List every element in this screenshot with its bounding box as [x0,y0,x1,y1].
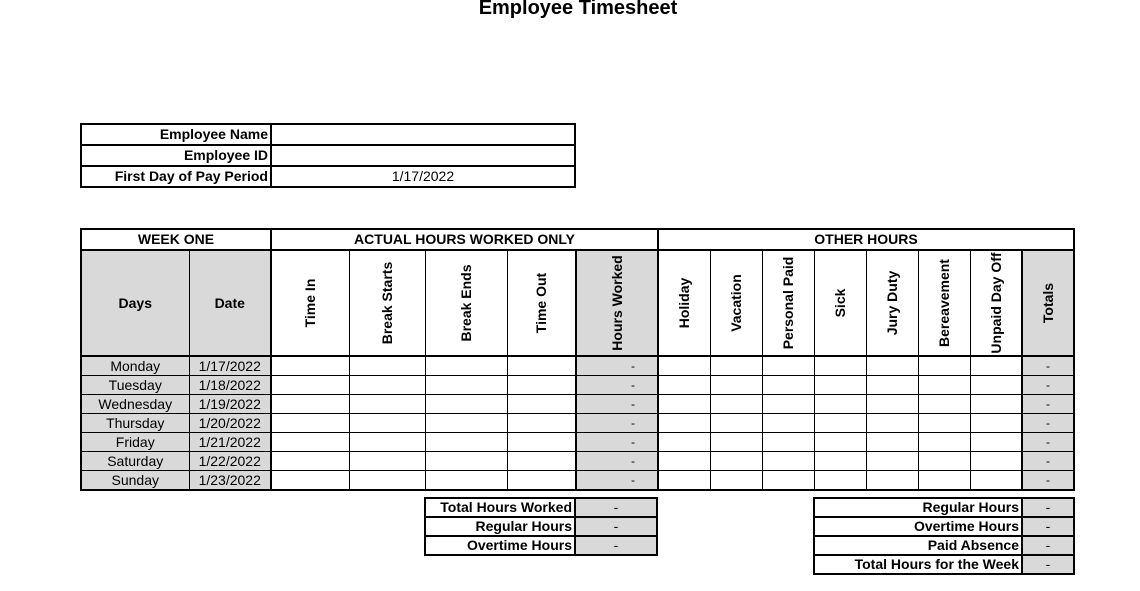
sick-label: Sick [832,288,848,318]
break-starts-cell[interactable] [349,376,425,395]
summary-right-row [814,555,1074,574]
time-in-cell[interactable] [271,356,349,376]
break-starts-cell[interactable] [349,471,425,491]
first-day-row [81,166,575,187]
break-ends-cell[interactable] [425,471,507,491]
day-cell: Monday [81,356,189,376]
employee-name-field[interactable] [271,124,575,145]
day-cell: Tuesday [81,376,189,395]
jury-duty-cell[interactable] [866,356,918,376]
date-cell: 1/18/2022 [189,376,271,395]
break-starts-cell[interactable] [349,356,425,376]
time-out-cell[interactable] [507,395,576,414]
hours-worked-cell: - [576,433,658,452]
days-header: Days [81,250,189,356]
unpaid-day-off-cell[interactable] [970,395,1022,414]
summary-left-row [425,498,657,517]
bereavement-cell[interactable] [918,356,970,376]
time-out-cell[interactable] [507,433,576,452]
other-hours-header: OTHER HOURS [658,229,1074,250]
time-in-cell[interactable] [271,376,349,395]
time-in-cell[interactable] [271,395,349,414]
first-day-field[interactable]: 1/17/2022 [271,166,575,187]
bereavement-cell[interactable] [918,452,970,471]
total-cell: - [1022,471,1074,491]
bereavement-cell[interactable] [918,471,970,491]
summary-left-label: Regular Hours [425,517,575,536]
date-cell: 1/23/2022 [189,471,271,491]
employee-id-row [81,145,575,166]
totals-header [1022,250,1074,356]
jury-duty-cell[interactable] [866,395,918,414]
summary-right-value: - [1022,536,1074,555]
table-row [81,395,1074,414]
totals-label: Totals [1040,282,1056,324]
summary-right-value: - [1022,498,1074,517]
jury-duty-cell[interactable] [866,433,918,452]
time-in-cell[interactable] [271,471,349,491]
break-ends-header [425,250,507,356]
vacation-label: Vacation [728,274,744,332]
table-row [81,356,1074,376]
employee-name-label: Employee Name [81,124,271,145]
time-out-cell[interactable] [507,471,576,491]
summary-right-row [814,498,1074,517]
sick-cell[interactable] [814,356,866,376]
holiday-cell[interactable] [658,414,710,433]
table-row [81,452,1074,471]
break-ends-cell[interactable] [425,433,507,452]
date-cell: 1/22/2022 [189,452,271,471]
vacation-cell[interactable] [710,356,762,376]
time-out-cell[interactable] [507,414,576,433]
holiday-cell[interactable] [658,376,710,395]
personal-paid-header [762,250,814,356]
time-in-header [271,250,349,356]
summary-left-value: - [575,517,657,536]
unpaid-day-off-cell[interactable] [970,452,1022,471]
summary-right-table [813,497,1075,575]
table-row [81,433,1074,452]
jury-duty-cell[interactable] [866,452,918,471]
unpaid-day-off-cell[interactable] [970,471,1022,491]
time-in-label: Time In [302,278,319,328]
hours-worked-cell: - [576,376,658,395]
date-cell: 1/21/2022 [189,433,271,452]
hours-worked-cell: - [576,452,658,471]
break-starts-cell[interactable] [349,433,425,452]
break-starts-label: Break Starts [379,261,395,345]
summary-right-value: - [1022,555,1074,574]
break-ends-cell[interactable] [425,414,507,433]
personal-paid-cell[interactable] [762,356,814,376]
week-header: WEEK ONE [81,229,271,250]
summary-right-row [814,517,1074,536]
break-starts-cell[interactable] [349,452,425,471]
summary-left-value: - [575,498,657,517]
sick-cell[interactable] [814,395,866,414]
column-header-row [81,250,1074,356]
employee-name-row [81,124,575,145]
personal-paid-cell[interactable] [762,471,814,491]
vacation-cell[interactable] [710,471,762,491]
summary-left-value: - [575,536,657,555]
summary-right-row [814,536,1074,555]
date-cell: 1/20/2022 [189,414,271,433]
break-ends-cell[interactable] [425,376,507,395]
bereavement-cell[interactable] [918,433,970,452]
jury-duty-header [866,250,918,356]
hours-worked-cell: - [576,356,658,376]
jury-duty-label: Jury Duty [884,270,900,336]
employee-id-field[interactable] [271,145,575,166]
time-out-label: Time Out [533,272,550,334]
time-out-cell[interactable] [507,452,576,471]
vacation-cell[interactable] [710,414,762,433]
day-cell: Friday [81,433,189,452]
summary-left-label: Overtime Hours [425,536,575,555]
total-cell: - [1022,452,1074,471]
sick-cell[interactable] [814,376,866,395]
time-out-header [507,250,576,356]
break-ends-cell[interactable] [425,452,507,471]
summary-right-label: Regular Hours [814,498,1022,517]
hours-worked-cell: - [576,395,658,414]
sick-cell[interactable] [814,433,866,452]
table-row [81,471,1074,491]
unpaid-day-off-header [970,250,1022,356]
date-header: Date [189,250,271,356]
day-cell: Wednesday [81,395,189,414]
holiday-cell[interactable] [658,433,710,452]
unpaid-day-off-cell[interactable] [970,433,1022,452]
day-cell: Saturday [81,452,189,471]
break-ends-label: Break Ends [458,264,474,342]
hours-worked-label: Hours Worked [609,255,625,351]
break-ends-cell[interactable] [425,395,507,414]
personal-paid-cell[interactable] [762,414,814,433]
summary-right-label: Paid Absence [814,536,1022,555]
jury-duty-cell[interactable] [866,414,918,433]
holiday-cell[interactable] [658,452,710,471]
sick-cell[interactable] [814,414,866,433]
personal-paid-cell[interactable] [762,433,814,452]
first-day-label: First Day of Pay Period [81,166,271,187]
time-in-cell[interactable] [271,433,349,452]
vacation-header [710,250,762,356]
vacation-cell[interactable] [710,433,762,452]
vacation-cell[interactable] [710,452,762,471]
total-cell: - [1022,376,1074,395]
jury-duty-cell[interactable] [866,471,918,491]
table-row [81,414,1074,433]
section-header-row [81,229,1074,250]
actual-hours-header: ACTUAL HOURS WORKED ONLY [271,229,658,250]
timesheet-table [80,228,1075,491]
bereavement-cell[interactable] [918,395,970,414]
total-cell: - [1022,356,1074,376]
time-in-cell[interactable] [271,452,349,471]
holiday-cell[interactable] [658,471,710,491]
bereavement-cell[interactable] [918,414,970,433]
bereavement-cell[interactable] [918,376,970,395]
personal-paid-cell[interactable] [762,376,814,395]
holiday-label: Holiday [676,277,693,329]
vacation-cell[interactable] [710,376,762,395]
sick-cell[interactable] [814,452,866,471]
break-starts-cell[interactable] [349,414,425,433]
unpaid-day-off-cell[interactable] [970,356,1022,376]
day-cell: Sunday [81,471,189,491]
day-cell: Thursday [81,414,189,433]
summary-left-row [425,536,657,555]
unpaid-day-off-label: Unpaid Day Off [987,252,1004,354]
date-cell: 1/19/2022 [189,395,271,414]
summary-left-label: Total Hours Worked [425,498,575,517]
employee-info-table [80,123,576,188]
date-cell: 1/17/2022 [189,356,271,376]
total-cell: - [1022,414,1074,433]
total-cell: - [1022,433,1074,452]
holiday-header [658,250,710,356]
holiday-cell[interactable] [658,356,710,376]
jury-duty-cell[interactable] [866,376,918,395]
time-out-cell[interactable] [507,376,576,395]
bereavement-header [918,250,970,356]
holiday-cell[interactable] [658,395,710,414]
hours-worked-cell: - [576,414,658,433]
break-starts-cell[interactable] [349,395,425,414]
summary-right-value: - [1022,517,1074,536]
personal-paid-label: Personal Paid [780,256,796,350]
time-out-cell[interactable] [507,356,576,376]
summary-right-label: Overtime Hours [814,517,1022,536]
unpaid-day-off-cell[interactable] [970,414,1022,433]
employee-id-label: Employee ID [81,145,271,166]
personal-paid-cell[interactable] [762,395,814,414]
summary-left-row [425,517,657,536]
sick-header [814,250,866,356]
bereavement-label: Bereavement [936,259,952,347]
personal-paid-cell[interactable] [762,452,814,471]
sick-cell[interactable] [814,471,866,491]
unpaid-day-off-cell[interactable] [970,376,1022,395]
break-starts-header [349,250,425,356]
total-cell: - [1022,395,1074,414]
break-ends-cell[interactable] [425,356,507,376]
summary-right-label: Total Hours for the Week [814,555,1022,574]
page-title: Employee Timesheet [478,0,678,19]
table-row [81,376,1074,395]
summary-left-table [424,497,658,556]
vacation-cell[interactable] [710,395,762,414]
time-in-cell[interactable] [271,414,349,433]
hours-worked-header [576,250,658,356]
hours-worked-cell: - [576,471,658,491]
